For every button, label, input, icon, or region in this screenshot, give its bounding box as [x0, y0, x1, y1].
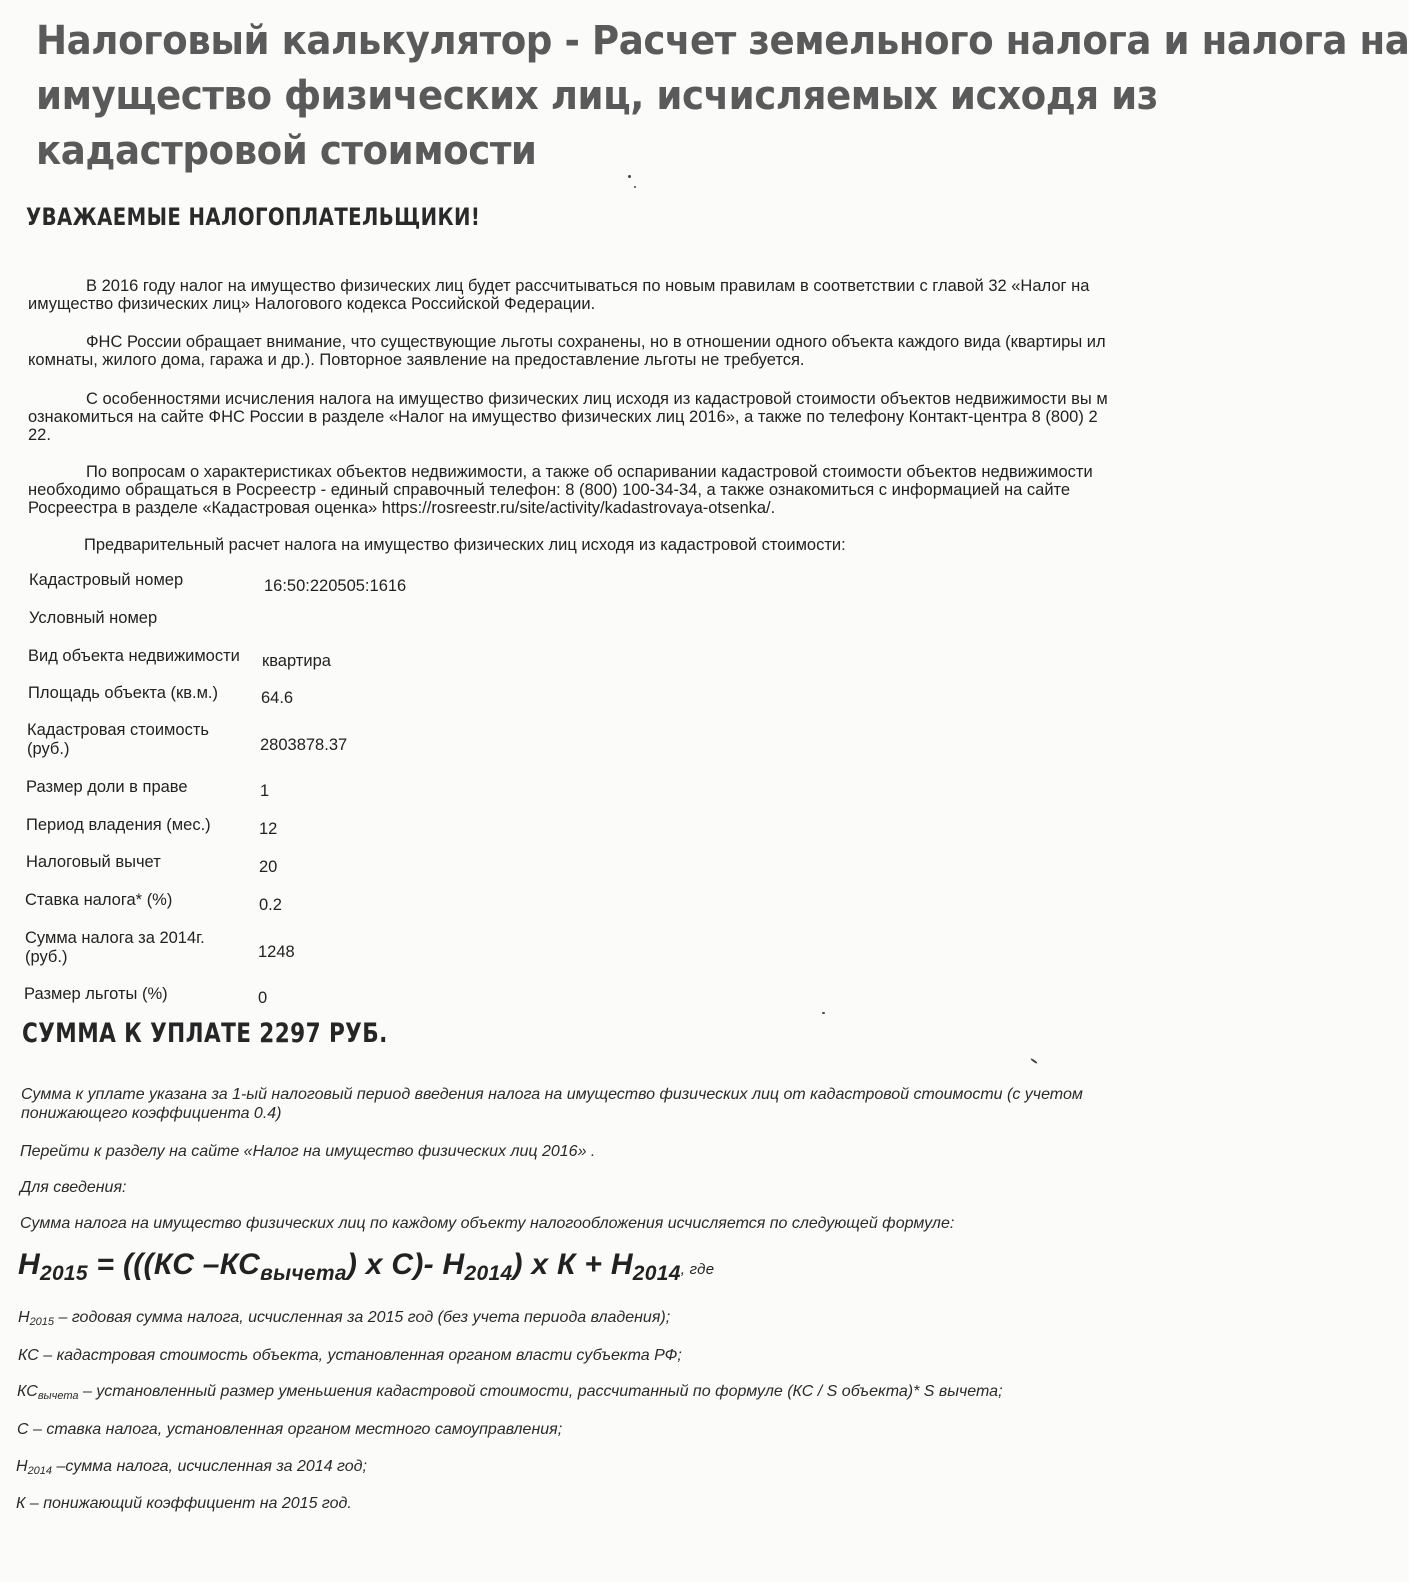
title-line-1: Налоговый калькулятор - Расчет земельного налога и налога на — [36, 18, 1409, 64]
cadastral-number-label: Кадастровый номер — [29, 571, 184, 589]
paragraph-2 — [28, 333, 1193, 369]
formula-intro: Сумма налога на имущество физических лиц по каждому объекту налогообложения исчисляется по следующей формуле: — [20, 1215, 955, 1232]
paragraph-1-line-2: имущество физических лиц» Налогового кодекса Российской Федерации. — [28, 295, 596, 313]
conditional-number-label: Условный номер — [29, 609, 158, 627]
formula-sub-2014-a: 2014 — [464, 1262, 513, 1285]
paragraph-5 — [28, 536, 1193, 554]
formula-part-1: = (((КС –КС — [87, 1248, 261, 1281]
paragraph-4-line-2: необходимо обращаться в Росреестр - единый справочный телефон: 8 (800) 100-34-34, а также ознакомиться с информацией на сайте — [28, 481, 1071, 499]
tax-2014-value: 1248 — [258, 943, 295, 961]
paragraph-1 — [28, 277, 1193, 313]
tax-deduction-value: 20 — [259, 858, 278, 876]
cadastral-cost-label-line-1: Кадастровая стоимость — [27, 721, 209, 739]
paragraph-1-line-1: В 2016 году налог на имущество физических лиц будет рассчитываться по новым правилам в соответствии с главой 32 «Налог на — [86, 277, 1090, 295]
formula-sub-2014-b: 2014 — [632, 1262, 681, 1285]
formula-sub-deduction: вычета — [260, 1262, 347, 1285]
def-h2014-symbol: Н — [16, 1458, 28, 1475]
paragraph-4 — [28, 463, 1193, 517]
object-type-value: квартира — [262, 652, 331, 670]
cadastral-number-value: 16:50:220505:1616 — [264, 577, 407, 595]
formula-h: Н — [18, 1248, 40, 1281]
def-h2014-sub: 2014 — [27, 1465, 53, 1477]
share-value: 1 — [260, 782, 270, 800]
share-label: Размер доли в праве — [26, 778, 188, 796]
paragraph-3-line-2: ознакомиться на сайте ФНС России в разделе «Налог на имущество физических лиц 2016», а также по телефону Контакт-центра 8 (800) 2 — [28, 408, 1098, 426]
def-h2015-sub: 2015 — [29, 1316, 55, 1328]
title-line-3: кадастровой стоимости — [36, 128, 537, 174]
paragraph-2-line-2: комнаты, жилого дома, гаража и др.). Повторное заявление на предоставление льготы не требуется. — [28, 351, 805, 369]
paragraph-4-line-1: По вопросам о характеристиках объектов недвижимости, а также об оспаривании кадастровой стоимости объектов недвижимости — [86, 463, 1093, 481]
formula-part-3: ) х К + Н — [512, 1248, 633, 1281]
benefit-label: Размер льготы (%) — [24, 985, 168, 1003]
greeting-heading: УВАЖАЕМЫЕ НАЛОГОПЛАТЕЛЬЩИКИ! — [26, 203, 481, 231]
scan-speck — [822, 1012, 825, 1014]
formula-where: , где — [680, 1261, 715, 1278]
tax-2014-label — [25, 929, 205, 967]
definition-h2015 — [18, 1309, 670, 1328]
benefit-value: 0 — [258, 989, 268, 1007]
def-h2015-text: – годовая сумма налога, исчисленная за 2015 год (без учета периода владения); — [54, 1309, 671, 1326]
tax-2014-label-line-1: Сумма налога за 2014г. — [25, 929, 205, 947]
paragraph-2-line-1: ФНС России обращает внимание, что существующие льготы сохранены, но в отношении одного объекта каждого вида (квартиры ил — [86, 333, 1106, 351]
object-type-label: Вид объекта недвижимости — [28, 647, 240, 665]
total-amount: СУММА К УПЛАТЕ 2297 РУБ. — [22, 1018, 388, 1049]
page-title — [36, 14, 1409, 179]
scan-speck — [634, 186, 636, 188]
note-1-line-1: Сумма к уплате указана за 1-ый налоговый период введения налога на имущество физических лиц от кадастровой стоимости (с учетом — [21, 1086, 1083, 1103]
def-ksd-text: – установленный размер уменьшения кадастровой стоимости, рассчитанный по формуле (КС / S объекта)* S вычета; — [78, 1383, 1003, 1400]
def-ksd-symbol: КС — [17, 1383, 38, 1400]
definition-ks: КС – кадастровая стоимость объекта, установленная органом власти субъекта РФ; — [18, 1347, 682, 1364]
cadastral-cost-value: 2803878.37 — [260, 736, 348, 754]
cadastral-cost-label — [27, 721, 209, 759]
tax-rate-label: Ставка налога* (%) — [25, 891, 173, 909]
title-line-2: имущество физических лиц, исчисляемых исходя из — [36, 73, 1158, 119]
paragraph-3 — [28, 390, 1193, 444]
tax-rate-value: 0.2 — [259, 896, 282, 914]
def-h2015-symbol: Н — [18, 1309, 30, 1326]
note-1-line-2: понижающего коэффициента 0.4) — [21, 1105, 282, 1122]
section-link-text: Перейти к разделу на сайте «Налог на имущество физических лиц 2016» . — [20, 1143, 596, 1160]
area-label: Площадь объекта (кв.м.) — [28, 684, 218, 702]
calc-intro: Предварительный расчет налога на имущество физических лиц исходя из кадастровой стоимости: — [84, 536, 846, 554]
tax-deduction-label: Налоговый вычет — [26, 853, 161, 871]
tax-2014-label-line-2: (руб.) — [25, 948, 68, 966]
formula-part-2: ) х С)- Н — [346, 1248, 465, 1281]
paragraph-4-line-3: Росреестра в разделе «Кадастровая оценка» https://rosreestr.ru/site/activity/kadastrovaya-otsenka/. — [28, 499, 776, 517]
def-ksd-sub: вычета — [37, 1390, 79, 1402]
paragraph-3-line-1: С особенностями исчисления налога на имущество физических лиц исходя из кадастровой стоимости объектов недвижимости вы м — [86, 390, 1108, 408]
definition-h2014 — [16, 1458, 367, 1477]
area-value: 64.6 — [261, 689, 294, 707]
def-h2014-text: –сумма налога, исчисленная за 2014 год; — [52, 1458, 367, 1475]
definition-ks-deduction — [17, 1383, 1003, 1402]
scan-speck — [628, 175, 631, 178]
definition-c: С – ставка налога, установленная органом местного самоуправления; — [17, 1421, 563, 1438]
ownership-period-value: 12 — [259, 820, 278, 838]
cadastral-cost-label-line-2: (руб.) — [27, 740, 70, 758]
definition-k: К – понижающий коэффициент на 2015 год. — [16, 1495, 352, 1512]
for-info-label: Для сведения: — [20, 1179, 127, 1196]
formula-sub-2015: 2015 — [39, 1262, 88, 1285]
tax-formula — [18, 1248, 714, 1286]
scan-speck — [1030, 1058, 1038, 1064]
paragraph-3-line-3: 22. — [28, 426, 51, 444]
ownership-period-label: Период владения (мес.) — [26, 816, 211, 834]
